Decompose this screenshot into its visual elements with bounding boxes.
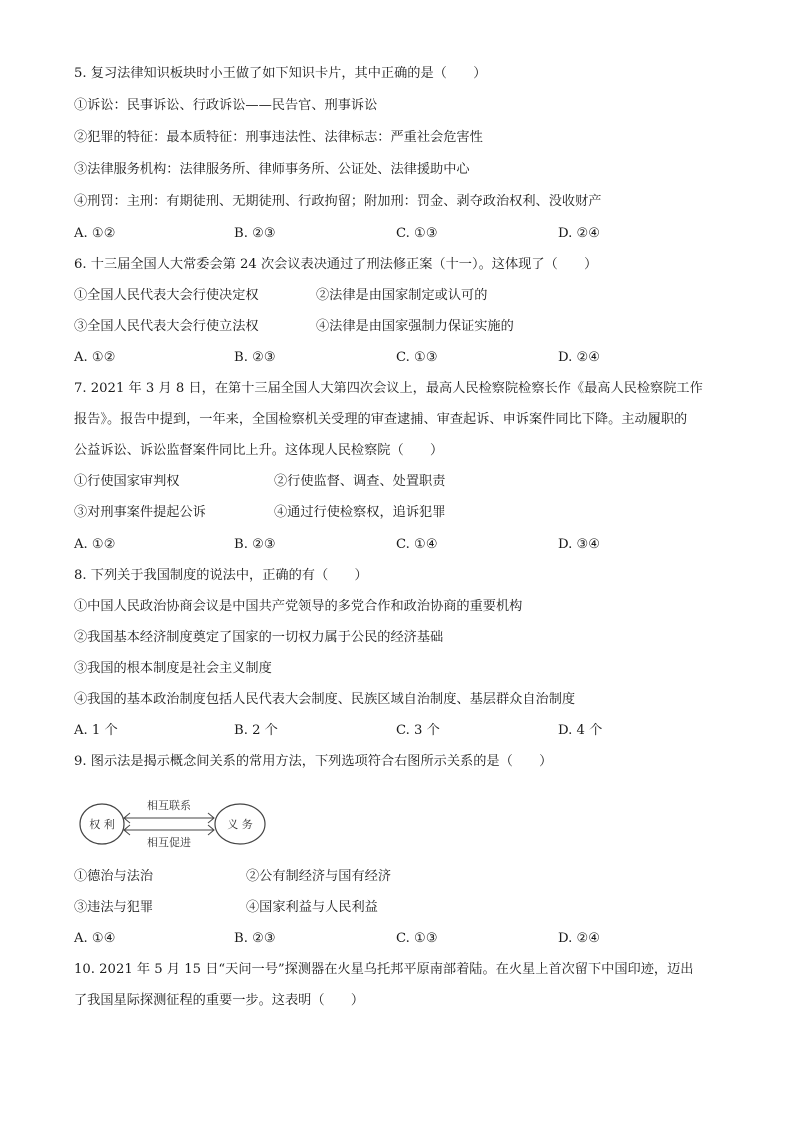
question-7-stem-line-3: 公益诉讼、诉讼监督案件同比上升。这体现人民检察院（ ） <box>74 443 444 458</box>
question-7-items-row-1 <box>74 472 634 492</box>
option-a[interactable]: A. ①② <box>74 226 116 241</box>
question-9-item-2: ②公有制经济与国有经济 <box>246 869 392 884</box>
option-c[interactable]: C. ①③ <box>396 226 438 241</box>
question-9-items-row-1 <box>74 867 634 887</box>
option-d[interactable]: D. ②④ <box>558 931 601 946</box>
option-d[interactable]: D. ②④ <box>558 350 601 365</box>
question-7-item-4: ④通过行使检察权，追诉犯罪 <box>274 505 446 520</box>
question-8-stem: 8. 下列关于我国制度的说法中，正确的有（ ） <box>74 568 368 583</box>
question-6-options <box>74 348 634 368</box>
question-5-options <box>74 224 634 244</box>
question-6-items-row-2 <box>74 317 634 337</box>
option-a[interactable]: A. 1 个 <box>74 723 118 738</box>
option-b[interactable]: B. ②③ <box>234 350 276 365</box>
question-6-stem: 6. 十三届全国人大常委会第 24 次会议表决通过了刑法修正案（十一）。这体现了（ ） <box>74 257 598 272</box>
option-d[interactable]: D. 4 个 <box>558 723 603 738</box>
option-b[interactable]: B. 2 个 <box>234 723 278 738</box>
question-6-items-row-1 <box>74 286 634 306</box>
question-6-item-3: ③全国人民代表大会行使立法权 <box>74 319 259 334</box>
option-c[interactable]: C. ①③ <box>396 931 438 946</box>
option-d[interactable]: D. ②④ <box>558 226 601 241</box>
question-9-item-4: ④国家利益与人民利益 <box>246 900 378 915</box>
question-6-item-4: ④法律是由国家强制力保证实施的 <box>316 319 514 334</box>
question-5-item-1: ①诉讼：民事诉讼、行政诉讼——民告官、刑事诉讼 <box>74 98 378 113</box>
question-7-stem-line-2: 报告》。报告中提到，一年来，全国检察机关受理的审查逮捕、审查起诉、申诉案件同比下降。主动履职的 <box>74 412 688 427</box>
option-b[interactable]: B. ②③ <box>234 537 276 552</box>
option-b[interactable]: B. ②③ <box>234 931 276 946</box>
question-8-item-1: ①中国人民政治协商会议是中国共产党领导的多党合作和政治协商的重要机构 <box>74 599 523 614</box>
option-b[interactable]: B. ②③ <box>234 226 276 241</box>
option-c[interactable]: C. ①④ <box>396 537 438 552</box>
question-8-item-4: ④我国的基本政治制度包括人民代表大会制度、民族区域自治制度、基层群众自治制度 <box>74 692 576 707</box>
question-7-item-1: ①行使国家审判权 <box>74 474 180 489</box>
rights-label: 权 利 <box>89 818 115 831</box>
option-c[interactable]: C. 3 个 <box>396 723 440 738</box>
question-9-item-3: ③违法与犯罪 <box>74 900 154 915</box>
question-10-stem-line-2: 了我国星际探测征程的重要一步。这表明（ ） <box>74 993 365 1008</box>
question-5-item-3: ③法律服务机构：法律服务所、律师事务所、公证处、法律援助中心 <box>74 162 470 177</box>
question-9-options <box>74 929 634 949</box>
question-5-item-2: ②犯罪的特征：最本质特征：刑事违法性、法律标志：严重社会危害性 <box>74 130 483 145</box>
question-7-options <box>74 535 634 555</box>
question-7-item-3: ③对刑事案件提起公诉 <box>74 505 206 520</box>
question-10-stem-line-1: 10. 2021 年 5 月 15 日“天问一号”探测器在火星乌托邦平原南部着陆。在火星上首次留下中国印迹，迈出 <box>74 962 694 977</box>
option-d[interactable]: D. ③④ <box>558 537 601 552</box>
bottom-arrow-label: 相互促进 <box>147 836 191 849</box>
question-6-item-2: ②法律是由国家制定或认可的 <box>316 288 488 303</box>
option-a[interactable]: A. ①④ <box>74 931 116 946</box>
question-7-stem-line-1: 7. 2021 年 3 月 8 日，在第十三届全国人大第四次会议上，最高人民检察院检察长作《最高人民检察院工作 <box>74 381 703 396</box>
question-8-options <box>74 721 634 741</box>
question-9-item-1: ①德治与法治 <box>74 869 154 884</box>
duties-label: 义 务 <box>227 818 253 831</box>
top-arrow-label: 相互联系 <box>147 799 191 812</box>
option-a[interactable]: A. ①② <box>74 537 116 552</box>
question-9-stem: 9. 图示法是揭示概念间关系的常用方法，下列选项符合右图所示关系的是（ ） <box>74 754 553 769</box>
question-8-item-3: ③我国的根本制度是社会主义制度 <box>74 661 272 676</box>
option-c[interactable]: C. ①③ <box>396 350 438 365</box>
question-5-item-4: ④刑罚：主刑：有期徒刑、无期徒刑、行政拘留；附加刑：罚金、剥夺政治权利、没收财产 <box>74 194 602 209</box>
question-8-item-2: ②我国基本经济制度奠定了国家的一切权力属于公民的经济基础 <box>74 630 444 645</box>
question-5-stem: 5. 复习法律知识板块时小王做了如下知识卡片，其中正确的是（ ） <box>74 66 487 81</box>
option-a[interactable]: A. ①② <box>74 350 116 365</box>
question-7-item-2: ②行使监督、调查、处置职责 <box>274 474 446 489</box>
question-7-items-row-2 <box>74 503 634 523</box>
question-6-item-1: ①全国人民代表大会行使决定权 <box>74 288 259 303</box>
relationship-diagram <box>76 794 276 852</box>
question-9-items-row-2 <box>74 898 634 918</box>
